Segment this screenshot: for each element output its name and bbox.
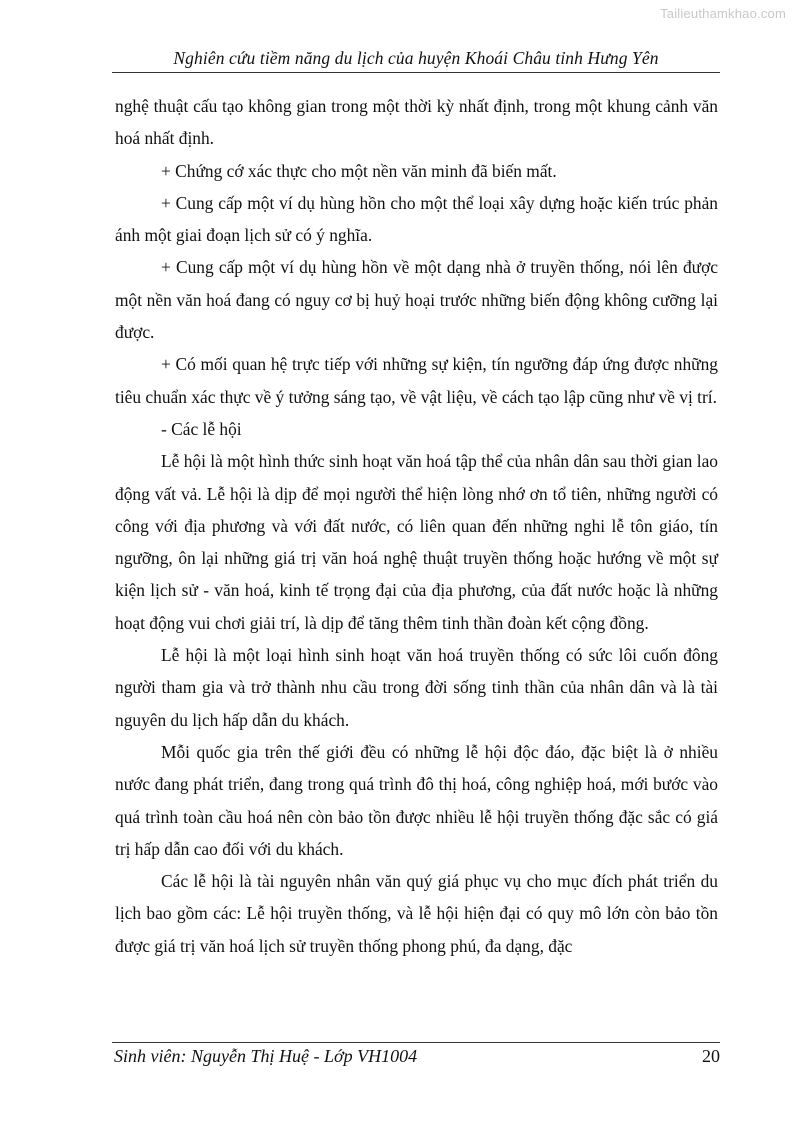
- body-paragraph: Lễ hội là một loại hình sinh hoạt văn hoá truyền thống có sức lôi cuốn đông người tham gia và trở thành nhu cầu trong đời sống tinh thần của nhân dân và là tài nguyên du lịch hấp dẫn du khách.: [115, 645, 718, 730]
- section-heading: - Các lễ hội: [161, 418, 242, 439]
- body-paragraph: Các lễ hội là tài nguyên nhân văn quý giá phục vụ cho mục đích phát triển du lịch bao gồm các: Lễ hội truyền thống, và lễ hội hiện đại có quy mô lớn còn bảo tồn được giá trị văn hoá lịch sử truyền thống phong phú, đa dạng, đặc: [115, 871, 718, 956]
- body-paragraph: Lễ hội là một hình thức sinh hoạt văn hoá tập thể của nhân dân sau thời gian lao động vất vả. Lễ hội là dịp để mọi người thể hiện lòng nhớ ơn tổ tiên, những người có công với địa phương và với đất nước, có liên quan đến những nghi lễ tôn giáo, tín ngưỡng, ôn lại những giá trị văn hoá nghệ thuật truyền thống hoặc hướng về một sự kiện lịch sử - văn hoá, kinh tế trọng đại của địa phương, của đất nước hoặc là những hoạt động vui chơi giải trí, là dịp để tăng thêm tinh thần đoàn kết cộng đồng.: [115, 451, 718, 633]
- criterion-item: + Có mối quan hệ trực tiếp với những sự kiện, tín ngưỡng đáp ứng được những tiêu chuẩn xác thực về ý tưởng sáng tạo, về vật liệu, về cách tạo lập cũng như về vị trí.: [115, 354, 718, 407]
- paragraph-continuation: nghệ thuật cấu tạo không gian trong một thời kỳ nhất định, trong một khung cảnh văn hoá nhất định.: [115, 96, 718, 149]
- watermark-text: Tailieuthamkhao.com: [660, 6, 786, 21]
- criterion-item: + Chứng cớ xác thực cho một nền văn minh đã biến mất.: [161, 160, 557, 181]
- header-title: Nghiên cứu tiềm năng du lịch của huyện Khoái Châu tỉnh Hưng Yên: [173, 48, 659, 68]
- page-header: [112, 44, 720, 73]
- document-body: [115, 90, 718, 962]
- page-number: 20: [702, 1046, 720, 1066]
- criterion-item: + Cung cấp một ví dụ hùng hồn cho một thể loại xây dựng hoặc kiến trúc phản ánh một giai đoạn lịch sử có ý nghĩa.: [115, 192, 718, 246]
- footer-student-info: Sinh viên: Nguyễn Thị Huệ - Lớp VH1004: [114, 1046, 418, 1066]
- criterion-item: + Cung cấp một ví dụ hùng hồn về một dạng nhà ở truyền thống, nói lên được một nền văn hoá đang có nguy cơ bị huỷ hoại trước những biến động không cưỡng lại được.: [115, 257, 718, 343]
- body-paragraph: Mỗi quốc gia trên thế giới đều có những lễ hội độc đáo, đặc biệt là ở nhiều nước đang phát triển, đang trong quá trình đô thị hoá, công nghiệp hoá, mới bước vào quá trình toàn cầu hoá nên còn bảo tồn được nhiều lễ hội truyền thống đặc sắc có giá trị hấp dẫn cao đối với du khách.: [115, 741, 718, 859]
- page-footer: [112, 1042, 720, 1073]
